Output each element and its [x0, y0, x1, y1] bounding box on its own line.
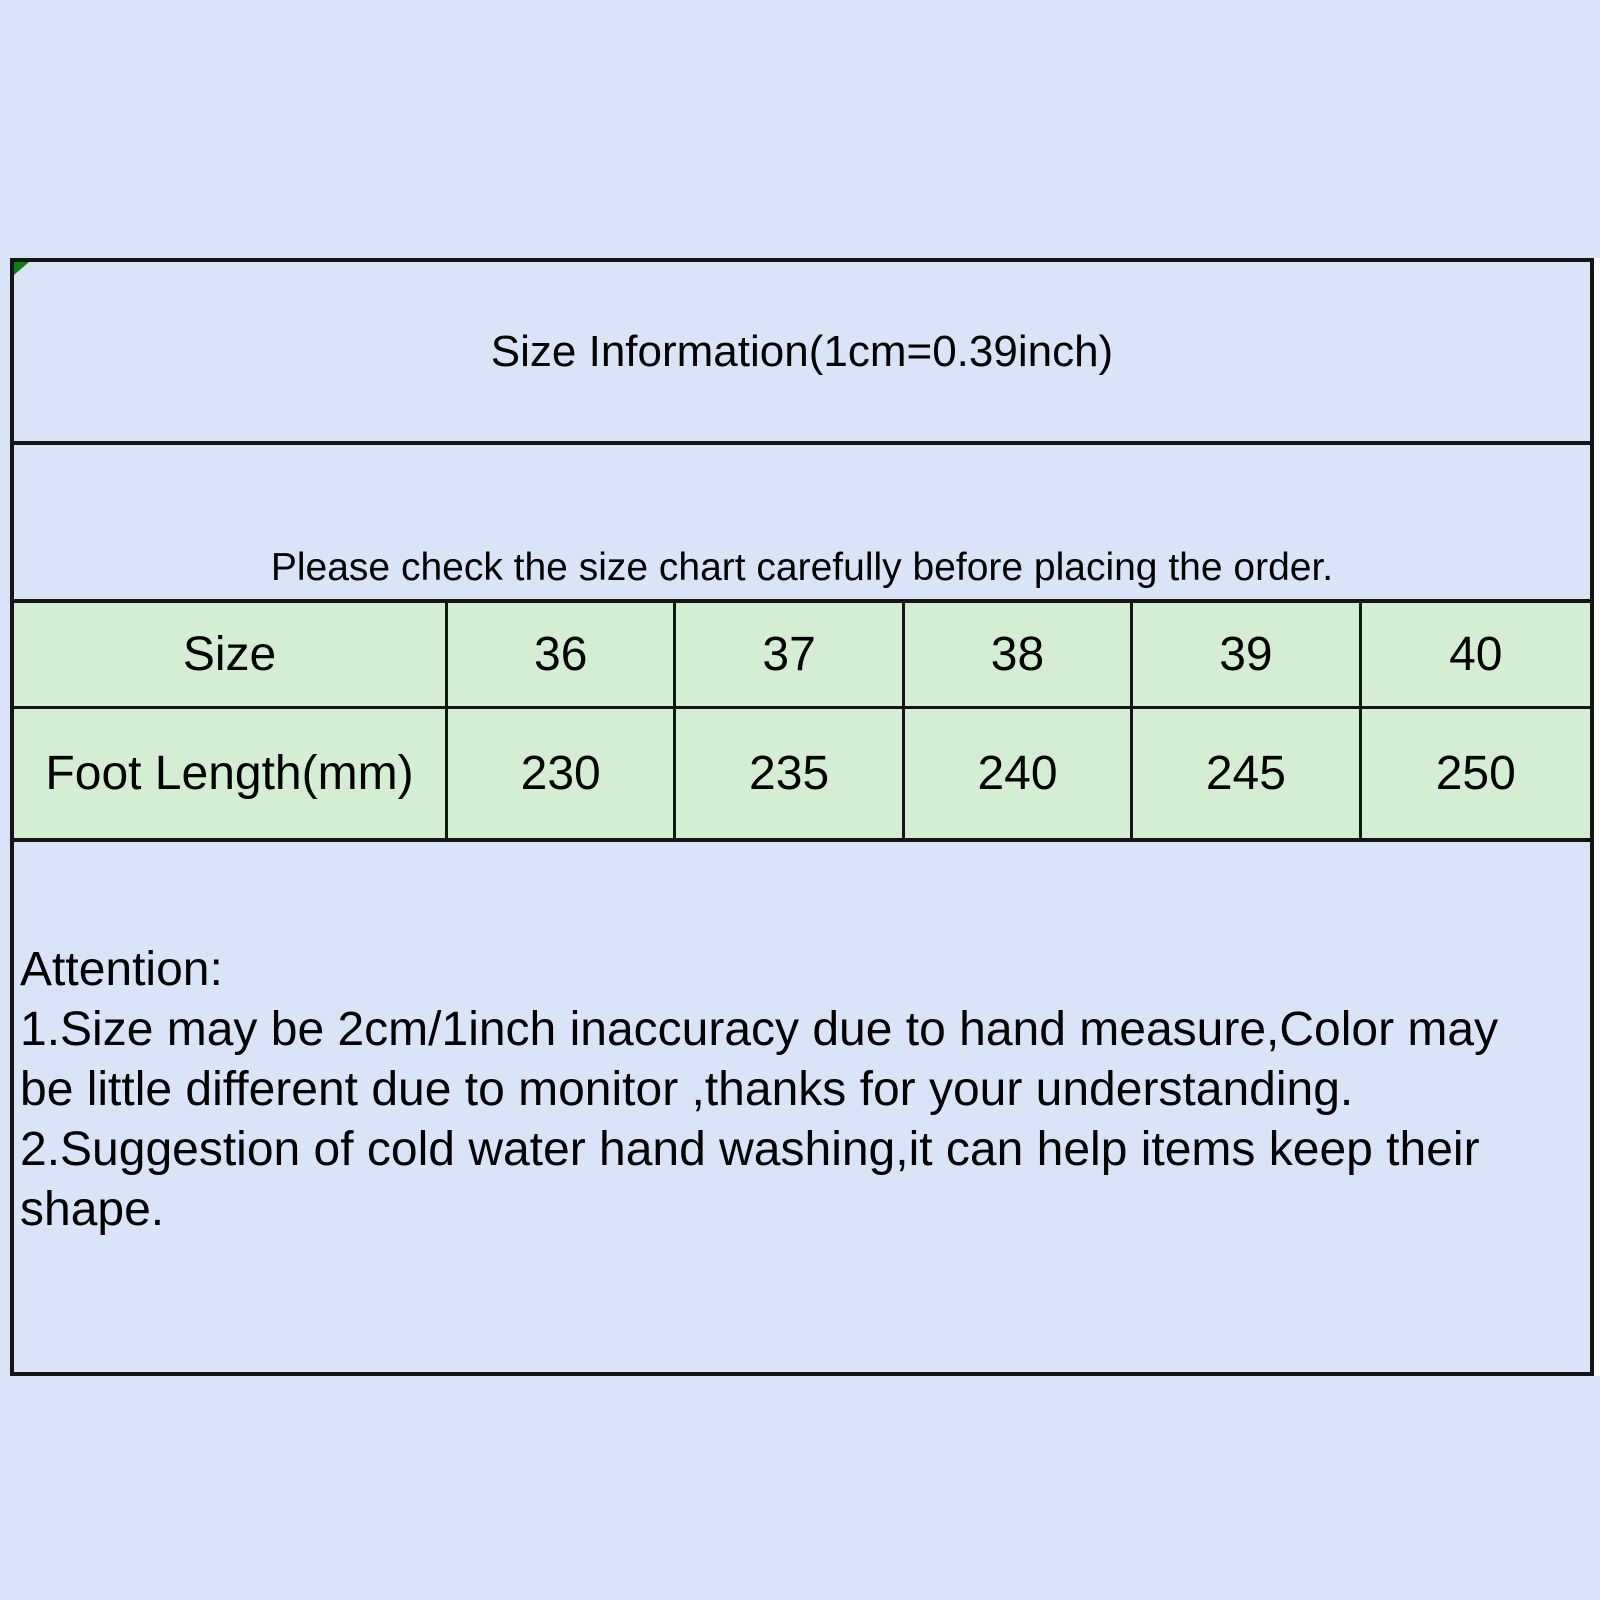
attention-heading: Attention: [20, 943, 223, 996]
notice-row [14, 445, 1590, 599]
foot-length-value-cell: 250 [1362, 709, 1590, 838]
foot-length-value-cell: 245 [1133, 709, 1361, 838]
title-row [14, 262, 1590, 445]
foot-length-value-cell: 235 [676, 709, 904, 838]
attention-line-3: 2.Suggestion of cold water hand washing,it can help items keep their [20, 1123, 1480, 1176]
foot-length-label-cell: Foot Length(mm) [14, 709, 448, 838]
size-table-value-cell: 39 [1133, 603, 1361, 709]
attention-line-1: 1.Size may be 2cm/1inch inaccuracy due to hand measure,Color may [20, 1003, 1499, 1056]
size-info-panel [10, 258, 1594, 1376]
foot-length-value-cell: 240 [905, 709, 1133, 838]
size-table-value-cell: 40 [1362, 603, 1590, 709]
size-table [14, 599, 1590, 842]
foot-length-value-cell: 230 [448, 709, 676, 838]
size-table-label-cell: Size [14, 603, 448, 709]
size-table-value-cell: 38 [905, 603, 1133, 709]
corner-marker-triangle [14, 262, 29, 275]
attention-line-2: be little different due to monitor ,thanks for your understanding. [20, 1063, 1354, 1116]
size-check-notice: Please check the size chart carefully before placing the order. [270, 546, 1334, 589]
size-info-title: Size Information(1cm=0.39inch) [490, 326, 1114, 376]
size-table-value-cell: 37 [676, 603, 904, 709]
right-edge-strip [1594, 258, 1600, 1376]
attention-section [14, 842, 1590, 1372]
size-table-value-cell: 36 [448, 603, 676, 709]
attention-line-4: shape. [20, 1183, 165, 1236]
